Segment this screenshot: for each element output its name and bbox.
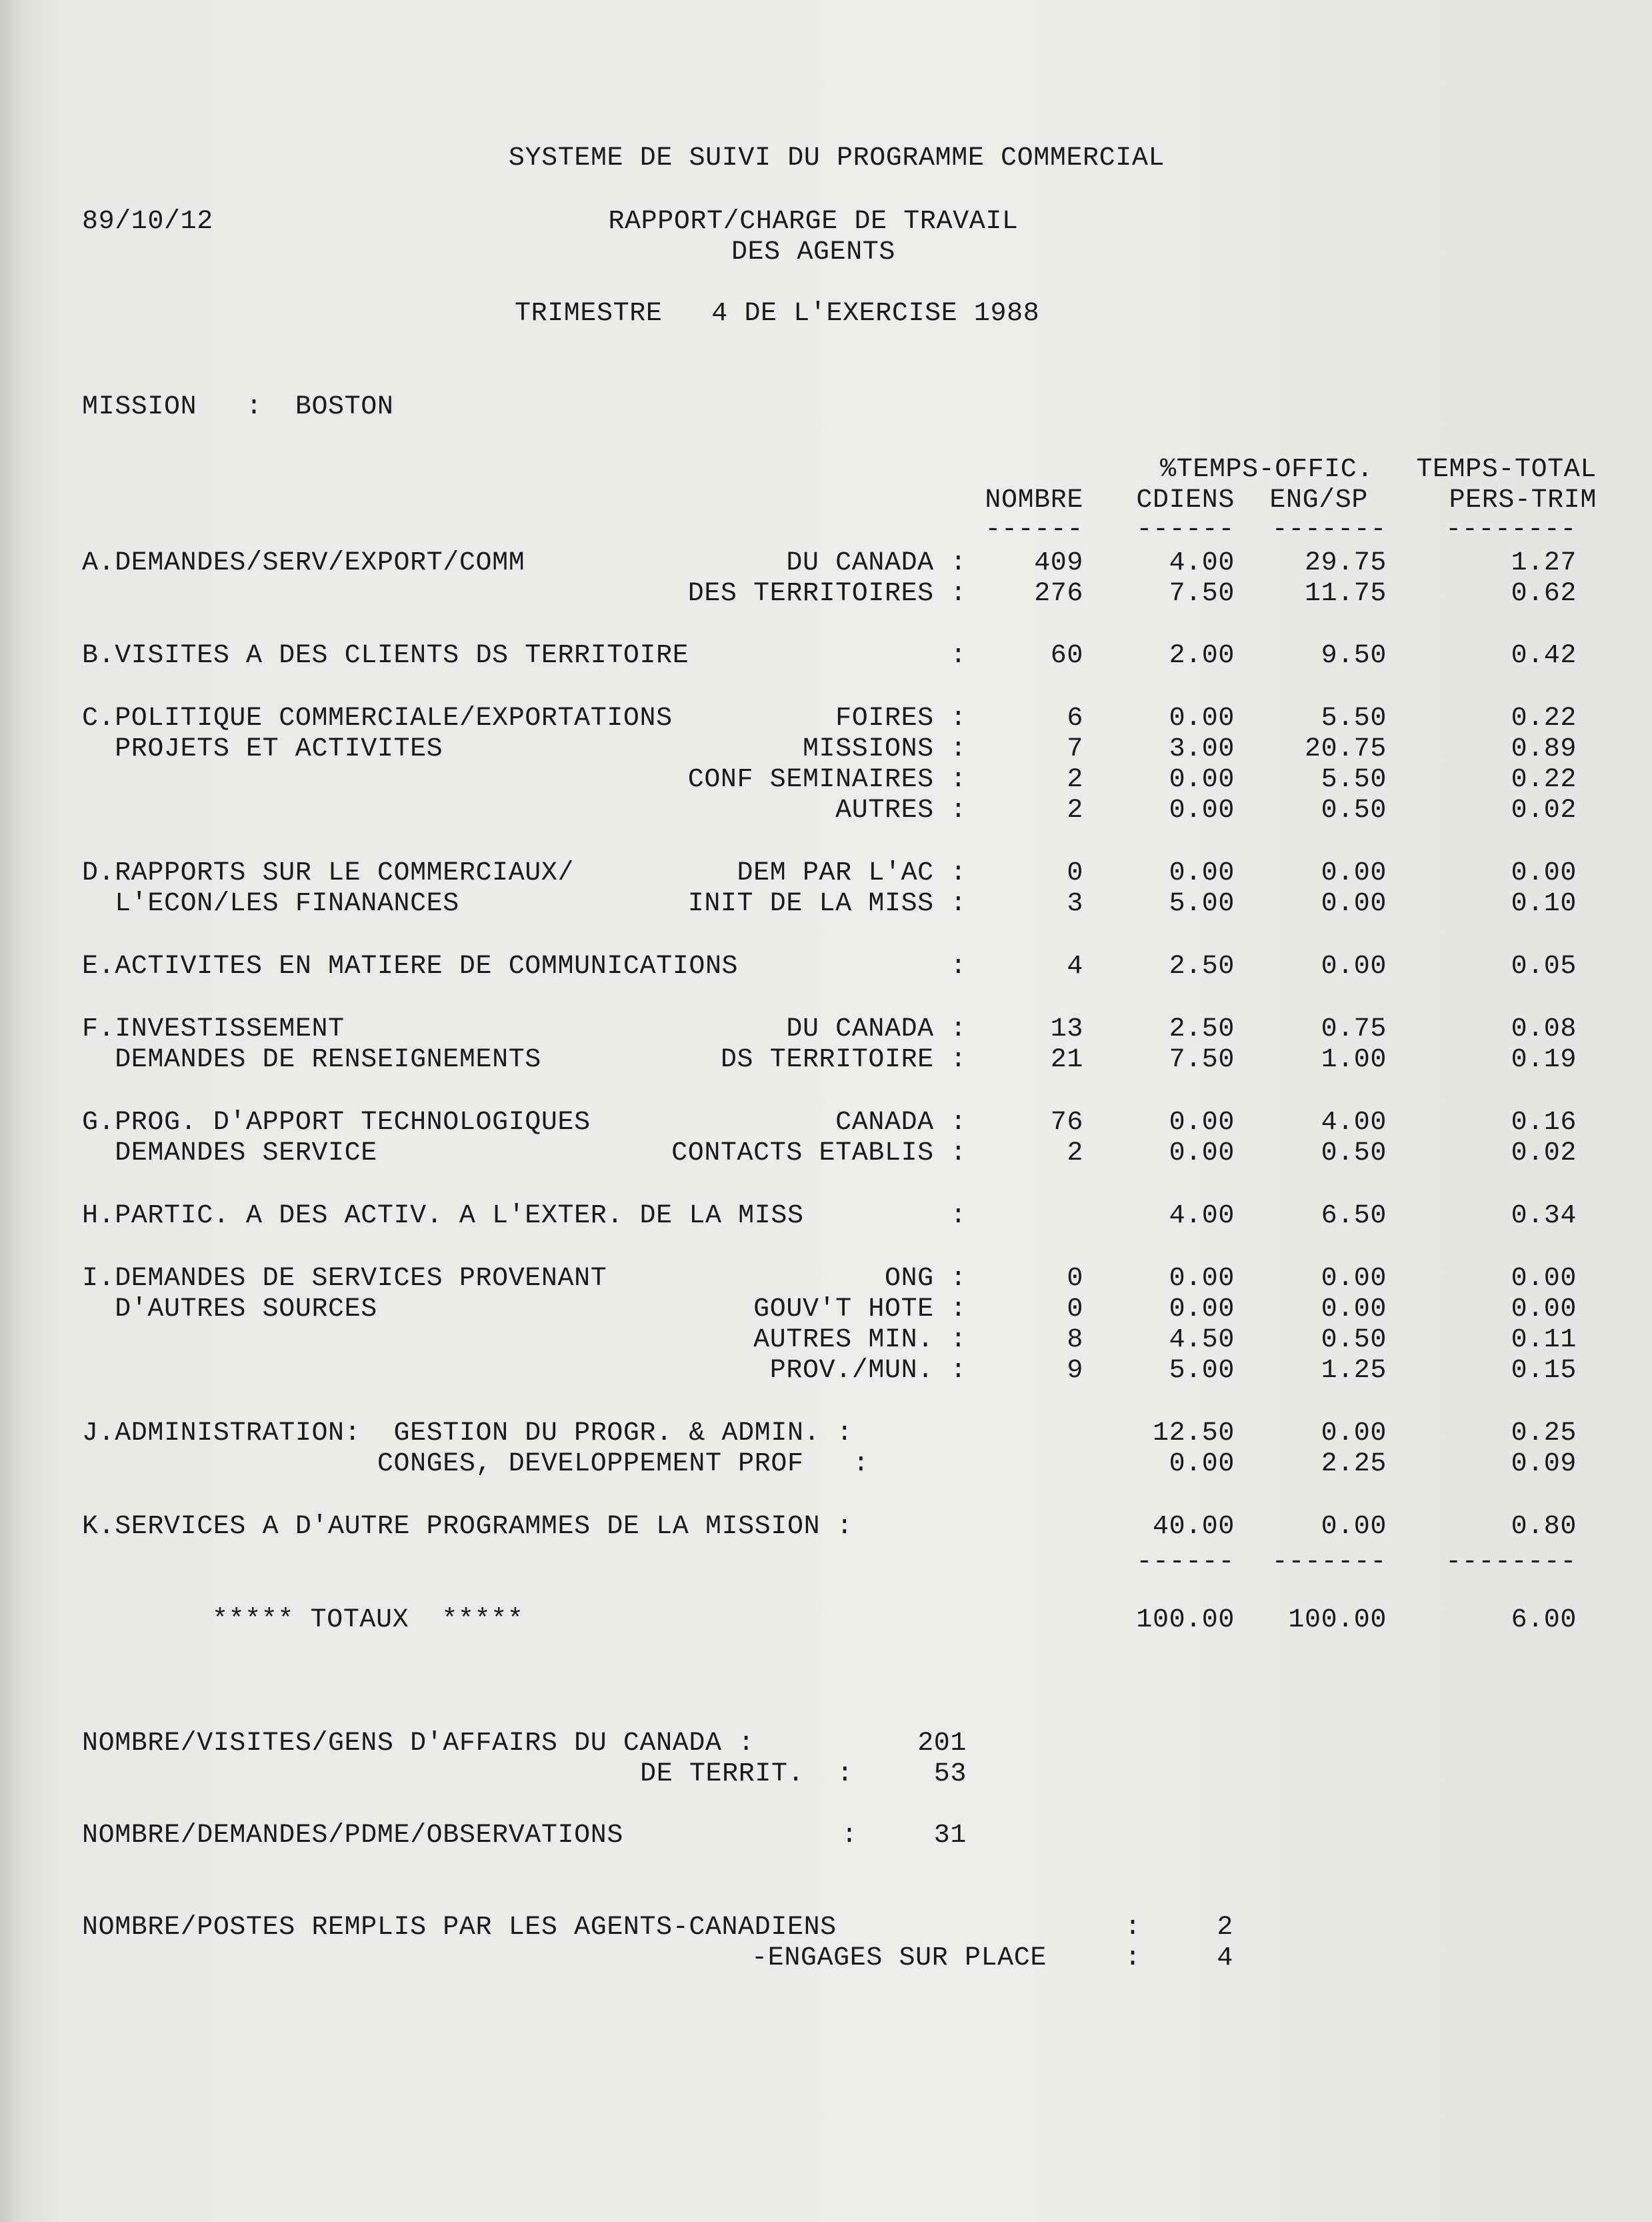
row-engsp: 0.00 bbox=[1321, 952, 1387, 982]
row-nombre: 60 bbox=[1050, 641, 1083, 671]
row-sublabel: : bbox=[950, 641, 967, 671]
underline-cdiens: ------ bbox=[1136, 515, 1235, 545]
col-header-temps-offic: %TEMPS-OFFIC. bbox=[1160, 455, 1373, 485]
row-nombre: 6 bbox=[1067, 704, 1083, 734]
system-title: SYSTEME DE SUIVI DU PROGRAMME COMMERCIAL bbox=[508, 143, 1165, 173]
row-label: G.PROG. D'APPORT TECHNOLOGIQUES bbox=[82, 1108, 591, 1138]
row-sublabel: DEM PAR L'AC : bbox=[737, 858, 967, 888]
row-engsp: 5.50 bbox=[1321, 704, 1387, 734]
row-engsp: 0.50 bbox=[1321, 1325, 1387, 1355]
row-cdiens: 12.50 bbox=[1152, 1418, 1235, 1448]
row-cdiens: 0.00 bbox=[1169, 1108, 1235, 1138]
row-label: A.DEMANDES/SERV/EXPORT/COMM bbox=[82, 548, 525, 578]
visits-canada-label: NOMBRE/VISITES/GENS D'AFFAIRS DU CANADA : bbox=[82, 1729, 755, 1759]
report-title-line1: RAPPORT/CHARGE DE TRAVAIL bbox=[608, 207, 1019, 237]
row-nombre: 21 bbox=[1050, 1045, 1083, 1075]
row-nombre: 2 bbox=[1067, 765, 1083, 795]
row-perstrim: 0.62 bbox=[1511, 579, 1577, 609]
requests-colon: : bbox=[841, 1821, 858, 1851]
row-sublabel: MISSIONS : bbox=[802, 734, 967, 764]
row-engsp: 6.50 bbox=[1321, 1201, 1387, 1231]
row-perstrim: 0.42 bbox=[1511, 641, 1577, 671]
row-perstrim: 0.89 bbox=[1511, 734, 1577, 764]
row-cdiens: 0.00 bbox=[1169, 704, 1235, 734]
underline-nombre: ------ bbox=[985, 515, 1083, 545]
row-label: B.VISITES A DES CLIENTS DS TERRITOIRE bbox=[82, 641, 689, 671]
row-label: D'AUTRES SOURCES bbox=[82, 1294, 377, 1324]
row-perstrim: 1.27 bbox=[1511, 548, 1577, 578]
row-perstrim: 0.02 bbox=[1511, 796, 1577, 826]
row-cdiens: 0.00 bbox=[1169, 1138, 1235, 1168]
row-engsp: 4.00 bbox=[1321, 1108, 1387, 1138]
row-nombre: 0 bbox=[1067, 1264, 1083, 1294]
totals-underline-perstrim: -------- bbox=[1445, 1547, 1577, 1577]
row-sublabel: FOIRES : bbox=[835, 704, 967, 734]
row-perstrim: 0.00 bbox=[1511, 1294, 1577, 1324]
row-engsp: 0.50 bbox=[1321, 796, 1387, 826]
row-nombre: 13 bbox=[1050, 1014, 1083, 1044]
visits-canada-value: 201 bbox=[917, 1729, 967, 1759]
col-header-engsp: ENG/SP bbox=[1269, 485, 1368, 515]
row-perstrim: 0.00 bbox=[1511, 858, 1577, 888]
row-perstrim: 0.16 bbox=[1511, 1108, 1577, 1138]
row-nombre: 276 bbox=[1034, 579, 1083, 609]
row-label: L'ECON/LES FINANANCES bbox=[82, 889, 459, 919]
row-nombre: 2 bbox=[1067, 1138, 1083, 1168]
row-cdiens: 4.50 bbox=[1169, 1325, 1235, 1355]
row-cdiens: 0.00 bbox=[1169, 796, 1235, 826]
row-perstrim: 0.25 bbox=[1511, 1418, 1577, 1448]
col-header-cdiens: CDIENS bbox=[1136, 485, 1235, 515]
row-perstrim: 0.22 bbox=[1511, 765, 1577, 795]
row-cdiens: 5.00 bbox=[1169, 1356, 1235, 1386]
totals-perstrim: 6.00 bbox=[1511, 1605, 1577, 1635]
row-engsp: 0.00 bbox=[1321, 1264, 1387, 1294]
row-perstrim: 0.19 bbox=[1511, 1045, 1577, 1075]
row-sublabel: GOUV'T HOTE : bbox=[753, 1294, 967, 1324]
col-header-perstrim: PERS-TRIM bbox=[1449, 485, 1597, 515]
row-engsp: 0.00 bbox=[1321, 858, 1387, 888]
row-engsp: 0.75 bbox=[1321, 1014, 1387, 1044]
row-label: K.SERVICES A D'AUTRE PROGRAMMES DE LA MISSION : bbox=[82, 1512, 853, 1542]
row-nombre: 3 bbox=[1067, 889, 1083, 919]
row-engsp: 29.75 bbox=[1304, 548, 1387, 578]
row-cdiens: 0.00 bbox=[1169, 1449, 1235, 1479]
row-label: CONGES, DEVELOPPEMENT PROF : bbox=[82, 1449, 869, 1479]
row-perstrim: 0.05 bbox=[1511, 952, 1577, 982]
row-cdiens: 40.00 bbox=[1152, 1512, 1235, 1542]
row-cdiens: 4.00 bbox=[1169, 548, 1235, 578]
visits-territ-label: DE TERRIT. : bbox=[640, 1759, 853, 1789]
row-perstrim: 0.80 bbox=[1511, 1512, 1577, 1542]
row-sublabel: AUTRES : bbox=[835, 796, 967, 826]
row-label: F.INVESTISSEMENT bbox=[82, 1014, 345, 1044]
col-header-nombre: NOMBRE bbox=[985, 485, 1083, 515]
requests-label: NOMBRE/DEMANDES/PDME/OBSERVATIONS bbox=[82, 1821, 623, 1851]
row-perstrim: 0.09 bbox=[1511, 1449, 1577, 1479]
totals-engsp: 100.00 bbox=[1288, 1605, 1387, 1635]
row-cdiens: 3.00 bbox=[1169, 734, 1235, 764]
row-nombre: 9 bbox=[1067, 1356, 1083, 1386]
row-sublabel: DES TERRITOIRES : bbox=[687, 579, 967, 609]
row-engsp: 1.00 bbox=[1321, 1045, 1387, 1075]
row-cdiens: 0.00 bbox=[1169, 1294, 1235, 1324]
row-sublabel: CANADA : bbox=[835, 1108, 967, 1138]
row-cdiens: 0.00 bbox=[1169, 1264, 1235, 1294]
row-perstrim: 0.34 bbox=[1511, 1201, 1577, 1231]
row-sublabel: INIT DE LA MISS : bbox=[687, 889, 967, 919]
row-perstrim: 0.22 bbox=[1511, 704, 1577, 734]
row-nombre: 2 bbox=[1067, 796, 1083, 826]
col-header-temps-total: TEMPS-TOTAL bbox=[1416, 455, 1597, 485]
row-label: H.PARTIC. A DES ACTIV. A L'EXTER. DE LA MISS bbox=[82, 1201, 804, 1231]
row-perstrim: 0.15 bbox=[1511, 1356, 1577, 1386]
row-sublabel: DU CANADA : bbox=[786, 1014, 967, 1044]
row-perstrim: 0.08 bbox=[1511, 1014, 1577, 1044]
row-sublabel: CONTACTS ETABLIS : bbox=[671, 1138, 967, 1168]
row-cdiens: 7.50 bbox=[1169, 579, 1235, 609]
report-date: 89/10/12 bbox=[82, 207, 213, 237]
row-sublabel: AUTRES MIN. : bbox=[753, 1325, 967, 1355]
requests-value: 31 bbox=[933, 1821, 967, 1851]
totals-label: ***** TOTAUX ***** bbox=[212, 1605, 524, 1635]
row-label: DEMANDES DE RENSEIGNEMENTS bbox=[82, 1045, 541, 1075]
totals-cdiens: 100.00 bbox=[1136, 1605, 1235, 1635]
totals-underline-engsp: ------- bbox=[1271, 1547, 1387, 1577]
mission-label: MISSION : BOSTON bbox=[82, 392, 394, 422]
row-nombre: 4 bbox=[1067, 952, 1083, 982]
row-engsp: 0.50 bbox=[1321, 1138, 1387, 1168]
row-label: PROJETS ET ACTIVITES bbox=[82, 734, 443, 764]
row-label: I.DEMANDES DE SERVICES PROVENANT bbox=[82, 1264, 607, 1294]
posts-local-value: 4 bbox=[1217, 1943, 1233, 1973]
posts-canadiens-colon: : bbox=[1125, 1913, 1141, 1943]
row-cdiens: 5.00 bbox=[1169, 889, 1235, 919]
row-perstrim: 0.11 bbox=[1511, 1325, 1577, 1355]
row-engsp: 20.75 bbox=[1304, 734, 1387, 764]
row-nombre: 0 bbox=[1067, 1294, 1083, 1324]
posts-local-colon: : bbox=[1125, 1943, 1141, 1973]
row-sublabel: PROV./MUN. : bbox=[769, 1356, 967, 1386]
row-engsp: 2.25 bbox=[1321, 1449, 1387, 1479]
period-label: TRIMESTRE 4 DE L'EXERCISE 1988 bbox=[515, 299, 1040, 329]
row-perstrim: 0.00 bbox=[1511, 1264, 1577, 1294]
row-engsp: 9.50 bbox=[1321, 641, 1387, 671]
row-cdiens: 0.00 bbox=[1169, 765, 1235, 795]
underline-engsp: ------- bbox=[1271, 515, 1387, 545]
row-label: DEMANDES SERVICE bbox=[82, 1138, 377, 1168]
row-nombre: 76 bbox=[1050, 1108, 1083, 1138]
row-sublabel: DS TERRITOIRE : bbox=[720, 1045, 967, 1075]
row-cdiens: 2.50 bbox=[1169, 952, 1235, 982]
underline-perstrim: -------- bbox=[1445, 515, 1577, 545]
row-cdiens: 2.50 bbox=[1169, 1014, 1235, 1044]
row-cdiens: 0.00 bbox=[1169, 858, 1235, 888]
row-engsp: 5.50 bbox=[1321, 765, 1387, 795]
report-title-line2: DES AGENTS bbox=[731, 237, 896, 267]
row-perstrim: 0.02 bbox=[1511, 1138, 1577, 1168]
row-cdiens: 2.00 bbox=[1169, 641, 1235, 671]
posts-local-label: -ENGAGES SUR PLACE bbox=[751, 1943, 1047, 1973]
row-engsp: 0.00 bbox=[1321, 889, 1387, 919]
posts-canadiens-value: 2 bbox=[1217, 1913, 1233, 1943]
row-label: C.POLITIQUE COMMERCIALE/EXPORTATIONS bbox=[82, 704, 673, 734]
row-sublabel: ONG : bbox=[884, 1264, 967, 1294]
row-engsp: 0.00 bbox=[1321, 1418, 1387, 1448]
row-engsp: 0.00 bbox=[1321, 1512, 1387, 1542]
row-engsp: 0.00 bbox=[1321, 1294, 1387, 1324]
totals-underline-cdiens: ------ bbox=[1136, 1547, 1235, 1577]
posts-canadiens-label: NOMBRE/POSTES REMPLIS PAR LES AGENTS-CANADIENS bbox=[82, 1913, 837, 1943]
row-nombre: 8 bbox=[1067, 1325, 1083, 1355]
row-label: D.RAPPORTS SUR LE COMMERCIAUX/ bbox=[82, 858, 575, 888]
row-cdiens: 7.50 bbox=[1169, 1045, 1235, 1075]
row-engsp: 11.75 bbox=[1304, 579, 1387, 609]
row-label: J.ADMINISTRATION: GESTION DU PROGR. & ADMIN. : bbox=[82, 1418, 853, 1448]
row-perstrim: 0.10 bbox=[1511, 889, 1577, 919]
row-nombre: 7 bbox=[1067, 734, 1083, 764]
row-engsp: 1.25 bbox=[1321, 1356, 1387, 1386]
row-nombre: 409 bbox=[1034, 548, 1083, 578]
row-cdiens: 4.00 bbox=[1169, 1201, 1235, 1231]
row-sublabel: : bbox=[950, 952, 967, 982]
row-nombre: 0 bbox=[1067, 858, 1083, 888]
visits-territ-value: 53 bbox=[933, 1759, 967, 1789]
row-sublabel: : bbox=[950, 1201, 967, 1231]
row-label: E.ACTIVITES EN MATIERE DE COMMUNICATIONS bbox=[82, 952, 739, 982]
row-sublabel: DU CANADA : bbox=[786, 548, 967, 578]
row-sublabel: CONF SEMINAIRES : bbox=[687, 765, 967, 795]
